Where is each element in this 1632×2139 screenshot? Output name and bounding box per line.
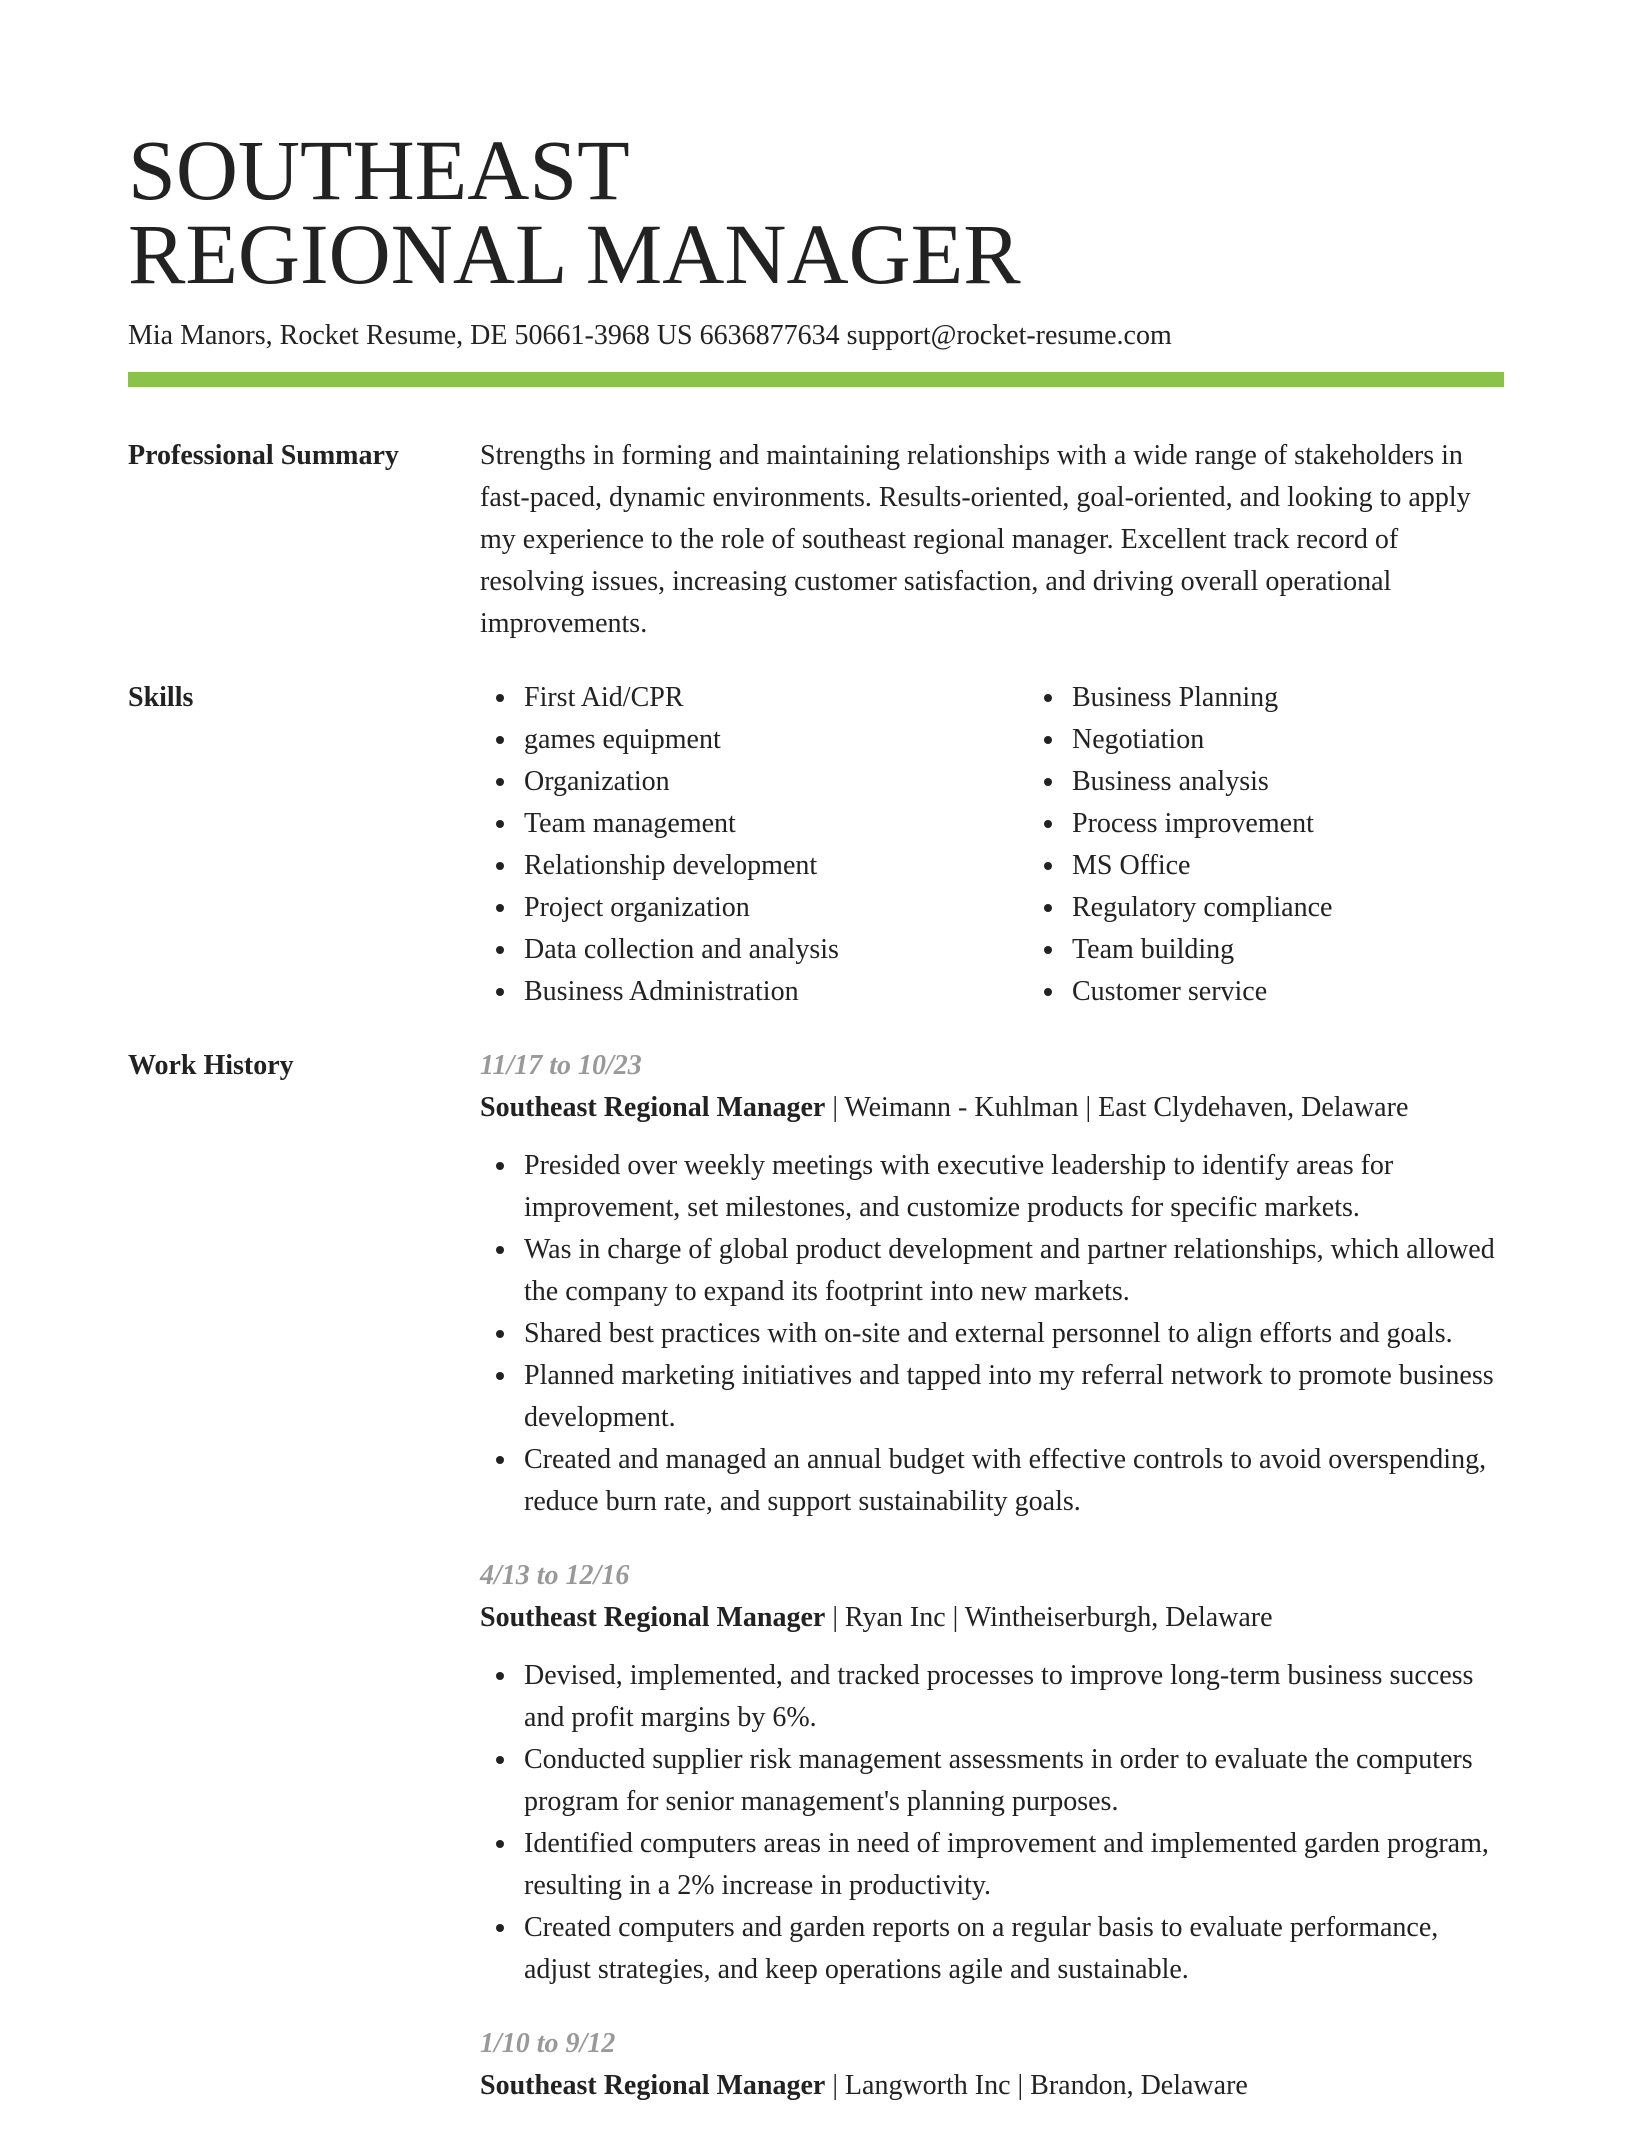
job-bullets	[480, 1145, 1504, 1523]
title-line-1: SOUTHEAST	[128, 122, 630, 218]
job-details: | Weimann - Kuhlman | East Clydehaven, Delaware	[825, 1092, 1409, 1123]
job-title: Southeast Regional Manager	[480, 1092, 826, 1123]
job-details: | Langworth Inc | Brandon, Delaware	[825, 2070, 1248, 2101]
skill-item: Data collection and analysis	[524, 929, 1028, 971]
skills-list	[480, 677, 1576, 1013]
job-dates: 1/10 to 9/12	[480, 2028, 616, 2059]
job-dates: 4/13 to 12/16	[480, 1560, 630, 1591]
job-title: Southeast Regional Manager	[480, 2070, 826, 2101]
work-history-section	[128, 1045, 1504, 2139]
job-bullet: Was in charge of global product development and partner relationships, which allowed the company to expand its footprint into new markets.	[524, 1229, 1504, 1313]
skill-item: Organization	[524, 761, 1028, 803]
skill-item: Relationship development	[524, 845, 1028, 887]
summary-heading: Professional Summary	[128, 440, 399, 471]
job-entry	[480, 1045, 1504, 1523]
title-line-2: REGIONAL MANAGER	[128, 206, 1021, 302]
skill-item: Business Administration	[524, 971, 1028, 1013]
skill-item: Negotiation	[1072, 719, 1576, 761]
summary-text: Strengths in forming and maintaining relationships with a wide range of stakeholders in fast-paced, dynamic environments. Results-oriented, goal-oriented, and looking to apply my experience to the role of southeast regional manager. Excellent track record of resolving issues, increasing customer satisfaction, and driving overall operational improvements.	[480, 440, 1471, 639]
job-bullet: Created and managed an annual budget with effective controls to avoid overspending, reduce burn rate, and support sustainability goals.	[524, 1439, 1504, 1523]
skills-column-2	[1028, 677, 1576, 1013]
job-bullet: Conducted supplier risk management assessments in order to evaluate the computers program for senior management's planning purposes.	[524, 1739, 1504, 1823]
job-heading	[480, 1087, 1504, 1129]
resume-title	[128, 122, 1504, 302]
skill-item: Business analysis	[1072, 761, 1576, 803]
job-title: Southeast Regional Manager	[480, 1602, 826, 1633]
job-bullet: Presided over weekly meetings with executive leadership to identify areas for improvement, set milestones, and customize products for specific markets.	[524, 1145, 1504, 1229]
job-heading	[480, 1597, 1504, 1639]
skills-heading: Skills	[128, 682, 194, 713]
job-entry	[480, 2023, 1504, 2107]
job-heading	[480, 2065, 1504, 2107]
skill-item: Process improvement	[1072, 803, 1576, 845]
work-history-heading: Work History	[128, 1050, 294, 1081]
skill-item: Business Planning	[1072, 677, 1576, 719]
accent-divider	[128, 372, 1504, 387]
job-bullets	[480, 1655, 1504, 1991]
skill-item: games equipment	[524, 719, 1028, 761]
summary-section	[128, 435, 1504, 645]
skill-item: Project organization	[524, 887, 1028, 929]
job-bullet: Identified computers areas in need of improvement and implemented garden program, resulting in a 2% increase in productivity.	[524, 1823, 1504, 1907]
resume-page	[128, 122, 1504, 2139]
job-bullet: Created computers and garden reports on a regular basis to evaluate performance, adjust strategies, and keep operations agile and sustainable.	[524, 1907, 1504, 1991]
skill-item: Regulatory compliance	[1072, 887, 1576, 929]
job-bullet: Planned marketing initiatives and tapped into my referral network to promote business development.	[524, 1355, 1504, 1439]
job-bullet: Shared best practices with on-site and external personnel to align efforts and goals.	[524, 1313, 1504, 1355]
skill-item: Customer service	[1072, 971, 1576, 1013]
job-entry	[480, 1555, 1504, 1991]
skill-item: First Aid/CPR	[524, 677, 1028, 719]
skill-item: Team building	[1072, 929, 1576, 971]
contact-line: Mia Manors, Rocket Resume, DE 50661-3968 US 6636877634 support@rocket-resume.com	[128, 320, 1172, 351]
skill-item: MS Office	[1072, 845, 1576, 887]
work-history-list	[480, 1045, 1504, 2139]
skill-item: Team management	[524, 803, 1028, 845]
job-bullet: Devised, implemented, and tracked processes to improve long-term business success and profit margins by 6%.	[524, 1655, 1504, 1739]
job-dates: 11/17 to 10/23	[480, 1050, 642, 1081]
skills-section	[128, 677, 1504, 1013]
skills-column-1	[480, 677, 1028, 1013]
job-details: | Ryan Inc | Wintheiserburgh, Delaware	[825, 1602, 1273, 1633]
